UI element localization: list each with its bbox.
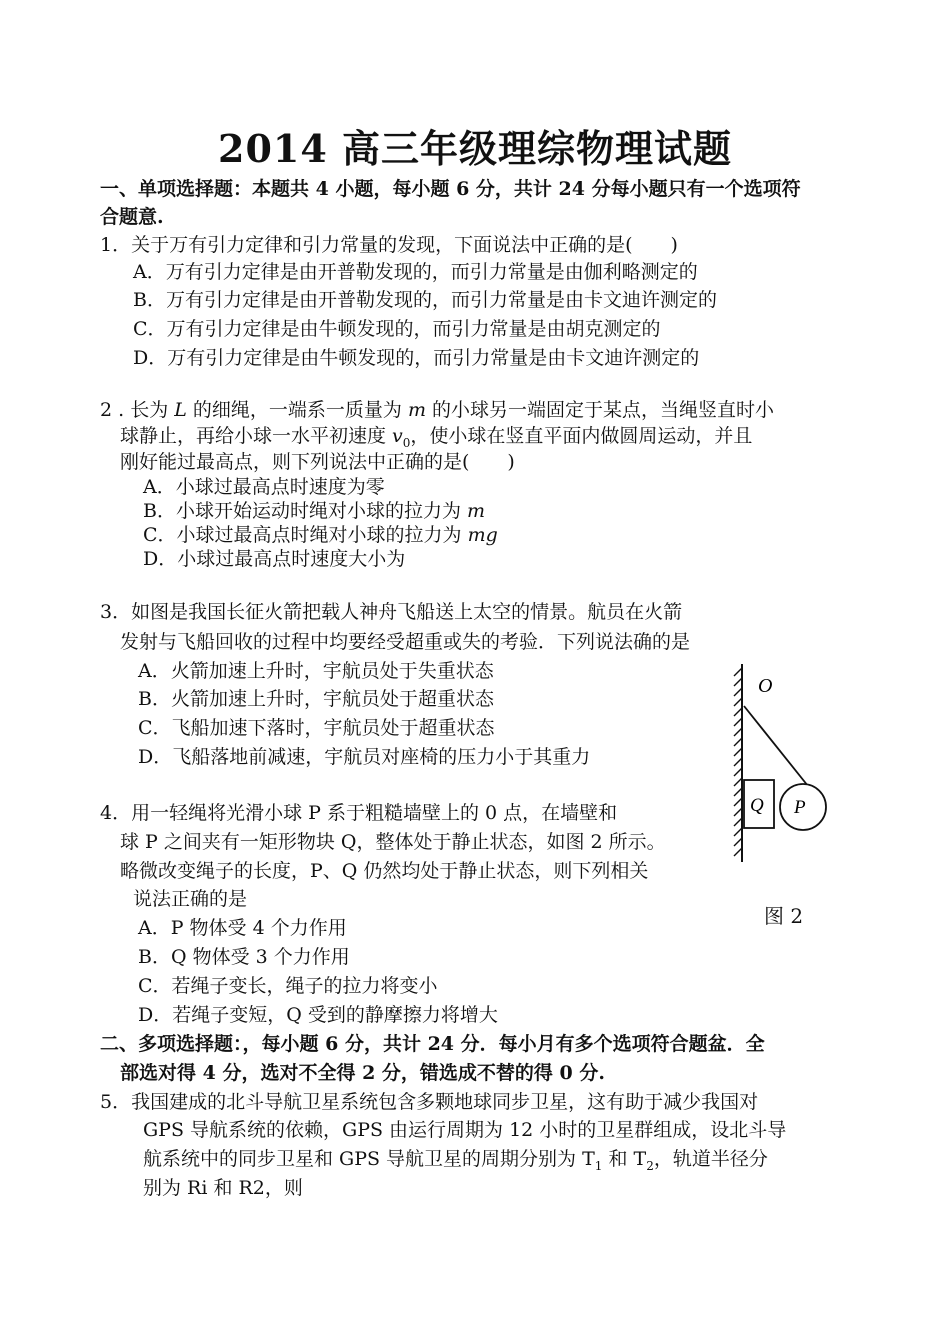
question-4-stem-cont-2: 略微改变绳子的长度，P、Q 仍然均处于静止状态，则下列相关 [120, 860, 649, 882]
figure-caption: 图 2 [764, 904, 804, 928]
question-4-stem: 4．用一轻绳将光滑小球 P 系于粗糙墙壁上的 0 点，在墙壁和 [100, 802, 618, 824]
question-2-option-b: B．小球开始运动时绳对小球的拉力为 m [143, 500, 486, 522]
question-3-option-a: A．火箭加速上升时，宇航员处于失重状态 [138, 660, 494, 682]
rope [744, 706, 808, 786]
question-1-option-a: A．万有引力定律是由开普勒发现的，而引力常量是由伽利略测定的 [133, 261, 698, 283]
question-3-option-c: C．飞船加速下落时，宇航员处于超重状态 [138, 717, 495, 739]
question-2-stem-cont: 球静止，再给小球一水平初速度 $v_0$，使小球在竖直平面内做圆周运动，并且 [120, 425, 753, 450]
section-2-heading-cont: 部选对得 4 分，选对不全得 2 分，错选成不替的得 0 分. [120, 1062, 605, 1084]
question-1-option-d: D．万有引力定律是由牛顿发现的，而引力常量是由卡文迪许测定的 [133, 347, 700, 369]
question-2-option-d: D．小球过最高点时速度大小为 [143, 548, 406, 570]
question-4-stem-end: 说法正确的是 [133, 888, 248, 910]
section-1-heading: 一、单项选择题：本题共 4 小题，每小题 6 分，共计 24 分每小题只有一个选项符 [100, 178, 801, 200]
question-5-stem: 5．我国建成的北斗导航卫星系统包含多颗地球同步卫星，这有助于减少我国对 [100, 1091, 759, 1113]
label-p: P [794, 797, 806, 818]
question-5-stem-cont: GPS 导航系统的依赖，GPS 由运行周期为 12 小时的卫星群组成，设北斗导 [143, 1119, 787, 1141]
question-2-option-c: C．小球过最高点时绳对小球的拉力为 mg [143, 524, 498, 546]
wall [734, 664, 742, 862]
question-3-option-b: B．火箭加速上升时，宇航员处于超重状态 [138, 688, 494, 710]
section-2-heading: 二、多项选择题：，每小题 6 分，共计 24 分．每小月有多个选项符合题盆．全 [100, 1033, 765, 1055]
page-title: 2014 高三年级理综物理试题 [218, 126, 732, 171]
question-5-stem-end: 别为 Ri 和 R2，则 [143, 1177, 303, 1199]
label-q: Q [750, 795, 764, 816]
question-5-stem-cont-2: 航系统中的同步卫星和 GPS 导航卫星的周期分别为 $T_1$ 和 $T_2$，轨道半径分 [143, 1148, 768, 1173]
figure-2-diagram [728, 662, 838, 932]
question-1-option-b: B．万有引力定律是由开普勒发现的，而引力常量是由卡文迪许测定的 [133, 289, 717, 311]
label-o: O [758, 675, 773, 697]
question-2-stem: 2 . 长为 L 的细绳，一端系一质量为 m 的小球另一端固定于某点，当绳竖直时小 [100, 399, 775, 421]
question-3-stem-cont: 发射与飞船回收的过程中均要经受超重或失的考验．下列说法确的是 [120, 631, 691, 653]
question-4-option-c: C．若绳子变长，绳子的拉力将变小 [138, 975, 438, 997]
section-1-heading-cont: 合题意. [100, 206, 164, 228]
question-3-stem: 3．如图是我国长征火箭把载人神舟飞船送上太空的情景。航员在火箭 [100, 601, 683, 623]
question-4-option-b: B．Q 物体受 3 个力作用 [138, 946, 350, 968]
question-4-option-a: A．P 物体受 4 个力作用 [138, 917, 347, 939]
question-2-stem-end: 刚好能过最高点，则下列说法中正确的是( ) [120, 451, 515, 473]
question-4-option-d: D．若绳子变短，Q 受到的静摩擦力将增大 [138, 1004, 498, 1026]
question-4-stem-cont: 球 P 之间夹有一矩形物块 Q，整体处于静止状态，如图 2 所示。 [120, 831, 666, 853]
question-3-option-d: D．飞船落地前减速，宇航员对座椅的压力小于其重力 [138, 746, 591, 768]
question-2-option-a: A．小球过最高点时速度为零 [143, 476, 385, 498]
question-1-stem: 1．关于万有引力定律和引力常量的发现，下面说法中正确的是( ) [100, 234, 678, 256]
question-1-option-c: C．万有引力定律是由牛顿发现的，而引力常量是由胡克测定的 [133, 318, 661, 340]
